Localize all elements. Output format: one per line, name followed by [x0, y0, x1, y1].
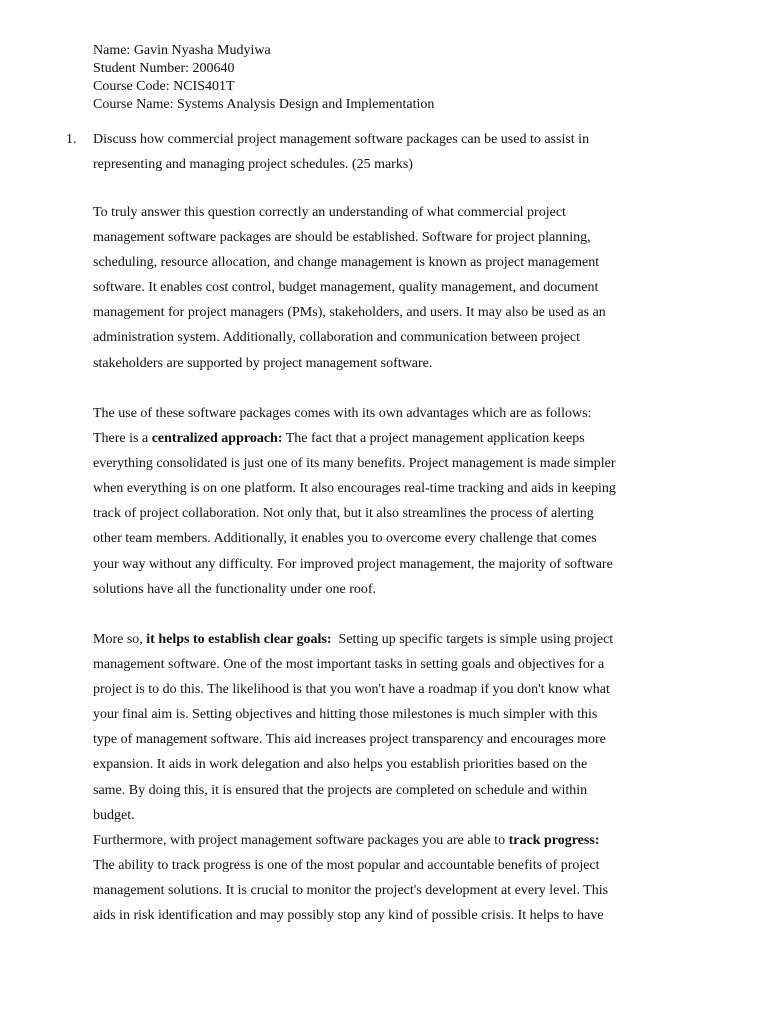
student-header [93, 42, 434, 114]
text-line: scheduling, resource allocation, and change management is known as project management [93, 255, 600, 271]
text-line: management solutions. It is crucial to monitor the project's development at every level. This [93, 882, 609, 898]
student-name: Name: Gavin Nyasha Mudyiwa [93, 43, 271, 58]
text-line: track of project collaboration. Not only that, but it also streamlines the process of alerting [93, 506, 594, 522]
text-line: The ability to track progress is one of the most popular and accountable benefits of project [93, 857, 600, 873]
text-line [93, 627, 693, 652]
question-line: representing and managing project schedules. (25 marks) [93, 157, 413, 172]
text-line: management for project managers (PMs), stakeholders, and users. It may also be used as an [93, 305, 606, 321]
text-run: More so, [93, 632, 147, 647]
text-line [93, 426, 693, 451]
bold-term-track-progress: track progress: [508, 832, 600, 848]
text-line: type of management software. This aid increases project transparency and encourages more [93, 732, 606, 748]
text-line: expansion. It aids in work delegation and also helps you establish priorities based on the [93, 757, 588, 773]
text-line: budget. [93, 807, 135, 823]
bold-term-centralized-approach: centralized approach: [151, 431, 283, 447]
paragraph-goals [93, 627, 693, 928]
text-run: The fact that a project management application keeps [282, 431, 585, 447]
course-code: Course Code: NCIS401T [93, 79, 235, 94]
text-line: management software. One of the most important tasks in setting goals and objectives for a [93, 657, 605, 673]
text-line: software. It enables cost control, budget management, quality management, and document [93, 280, 599, 296]
text-run: Furthermore, with project management software packages you are able to [93, 832, 509, 848]
text-line: your way without any difficulty. For improved project management, the majority of software [93, 556, 613, 572]
question-text [93, 127, 693, 177]
text-line: administration system. Additionally, collaboration and communication between project [93, 330, 581, 346]
student-number: Student Number: 200640 [93, 61, 235, 76]
text-line: same. By doing this, it is ensured that the projects are completed on schedule and within [93, 782, 588, 798]
text-run: Setting up specific targets is simple using project [331, 632, 614, 647]
text-line: other team members. Additionally, it enables you to overcome every challenge that comes [93, 531, 597, 547]
course-name: Course Name: Systems Analysis Design and Implementation [93, 97, 435, 112]
text-line: To truly answer this question correctly an understanding of what commercial project [93, 205, 566, 220]
text-line: when everything is on one platform. It also encourages real-time tracking and aids in keeping [93, 481, 616, 497]
text-line: stakeholders are supported by project management software. [93, 355, 433, 371]
text-line: project is to do this. The likelihood is that you won't have a roadmap if you don't know what [93, 682, 610, 698]
text-line [93, 828, 693, 853]
paragraph-intro [93, 200, 693, 376]
text-line: management software packages are should be established. Software for project planning, [93, 230, 591, 246]
text-run: There is a [93, 431, 152, 447]
question-line: Discuss how commercial project management software packages can be used to assist in [93, 132, 590, 147]
question-number: 1. [66, 132, 77, 147]
bold-term-clear-goals: it helps to establish clear goals: [146, 632, 332, 647]
text-line: solutions have all the functionality under one roof. [93, 581, 377, 597]
text-line: aids in risk identification and may possibly stop any kind of possible crisis. It helps to have [93, 908, 604, 924]
text-line: your final aim is. Setting objectives and hitting those milestones is much simpler with this [93, 707, 598, 723]
text-line: The use of these software packages comes with its own advantages which are as follows: [93, 406, 592, 421]
text-line: everything consolidated is just one of its many benefits. Project management is made simpler [93, 456, 616, 472]
paragraph-advantages [93, 401, 693, 602]
